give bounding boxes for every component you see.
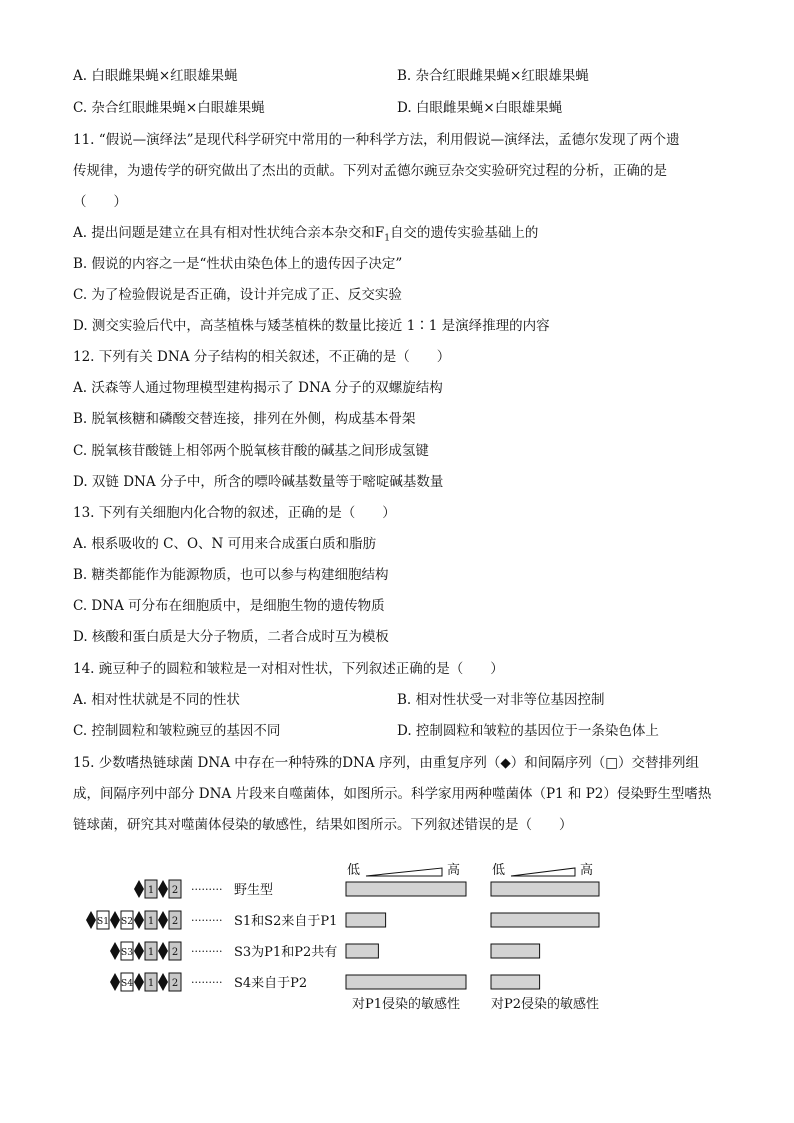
q12-option-a: A. 沃森等人通过物理模型建构揭示了 DNA 分子的双螺旋结构 [73,380,443,396]
scale-low-label: 低 [347,863,361,878]
repeat-diamond-icon [158,911,168,929]
dotted-leader: ········· [191,914,223,927]
q11-option-b: B. 假说的内容之一是“性状由染色体上的遗传因子决定” [73,256,403,272]
spacer-label: 2 [171,947,179,958]
spacer-label: 1 [147,978,155,989]
q13-option-c: C. DNA 可分布在细胞质中，是细胞生物的遗传物质 [73,598,385,614]
row-label: 野生型 [234,883,274,898]
q15-stem-line1: 15. 少数嗜热链球菌 DNA 中存在一种特殊的DNA 序列，由重复序列（◆）和间隔序列（□）交替排列组 [73,755,700,771]
q15-stem-line2: 成，间隔序列中部分 DNA 片段来自噬菌体，如图所示。科学家用两种噬菌体（P1 和 P2）侵染野生型嗜热 [73,786,712,802]
spacer-label: S3 [121,948,133,958]
crispr-sensitivity-figure [0,850,794,1020]
row-label: S4来自于P2 [234,976,308,991]
dotted-leader: ········· [191,976,223,989]
spacer-row [110,942,337,960]
q14-option-a: A. 相对性状就是不同的性状 [73,692,240,708]
q11-stem-line3: （ ） [73,194,127,210]
q14-option-c: C. 控制圆粒和皱粒豌豆的基因不同 [73,723,281,739]
q11-stem-line1: 11. “假说—演绎法”是现代科学研究中常用的一种科学方法，利用假说—演绎法，孟德尔发现了两个遗 [73,132,680,148]
q11-stem-line2: 传规律，为遗传学的研究做出了杰出的贡献。下列对孟德尔豌豆杂交实验研究过程的分析，正确的是 [73,163,667,179]
chart-xlabel: 对P1侵染的敏感性 [351,997,461,1012]
spacer-label: 1 [147,885,155,896]
sensitivity-bar [491,975,540,989]
repeat-diamond-icon [134,973,144,991]
q12-option-c: C. 脱氧核苷酸链上相邻两个脱氧核苷酸的碱基之间形成氢键 [73,443,429,459]
spacer-label: 1 [147,916,155,927]
q15-stem-line3: 链球菌，研究其对噬菌体侵染的敏感性，结果如图所示。下列叙述错误的是（ ） [73,817,573,833]
spacer-rows [86,880,337,991]
dotted-leader: ········· [191,883,223,896]
q11-option-a-sub: 1 [384,233,390,244]
spacer-label: 1 [147,947,155,958]
repeat-diamond-icon [158,942,168,960]
spacer-label: S2 [121,917,133,927]
spacer-label: S1 [97,917,109,927]
q14-option-d: D. 控制圆粒和皱粒的基因位于一条染色体上 [397,723,659,739]
q14-stem: 14. 豌豆种子的圆粒和皱粒是一对相对性状，下列叙述正确的是（ ） [73,661,504,677]
scale-wedge-icon [511,868,575,876]
spacer-row [110,973,307,991]
q10-option-b: B. 杂合红眼雌果蝇×红眼雄果蝇 [397,68,589,84]
q11-option-a-post: 自交的遗传实验基础上的 [389,225,539,241]
spacer-row [86,911,337,929]
p2-sensitivity-chart [491,862,599,1012]
q11-option-a-pre: A. 提出问题是建立在具有相对性状纯合亲本杂交和F [73,225,385,241]
repeat-diamond-icon [110,911,120,929]
repeat-diamond-icon [158,880,168,898]
q13-option-b: B. 糖类都能作为能源物质，也可以参与构建细胞结构 [73,567,389,583]
q13-option-a: A. 根系吸收的 C、O、N 可用来合成蛋白质和脂肪 [73,536,377,552]
sensitivity-bar [346,944,378,958]
q12-stem: 12. 下列有关 DNA 分子结构的相关叙述，不正确的是（ ） [73,349,451,365]
spacer-label: 2 [171,885,179,896]
spacer-label: 2 [171,978,179,989]
q14-option-b: B. 相对性状受一对非等位基因控制 [397,692,605,708]
q13-stem: 13. 下列有关细胞内化合物的叙述，正确的是（ ） [73,505,396,521]
sensitivity-bar [491,913,599,927]
spacer-row [134,880,273,898]
scale-high-label: 高 [447,863,461,878]
scale-low-label: 低 [492,863,506,878]
repeat-diamond-icon [134,911,144,929]
repeat-diamond-icon [158,973,168,991]
q12-option-d: D. 双链 DNA 分子中，所含的嘌呤碱基数量等于嘧啶碱基数量 [73,474,444,490]
repeat-diamond-icon [110,942,120,960]
repeat-diamond-icon [134,880,144,898]
scale-high-label: 高 [580,863,594,878]
scale-wedge-icon [366,868,442,876]
spacer-label: 2 [171,916,179,927]
repeat-diamond-icon [110,973,120,991]
q10-option-c: C. 杂合红眼雌果蝇×白眼雄果蝇 [73,100,265,116]
q10-option-a: A. 白眼雌果蝇×红眼雄果蝇 [73,68,238,84]
q13-option-d: D. 核酸和蛋白质是大分子物质，二者合成时互为模板 [73,629,389,645]
row-label: S1和S2来自于P1 [234,914,338,929]
sensitivity-bar [491,944,540,958]
sensitivity-bar [346,882,466,896]
p1-sensitivity-chart [346,862,466,1012]
row-label: S3为P1和P2共有 [234,945,338,960]
spacer-label: S4 [121,979,133,989]
repeat-diamond-icon [134,942,144,960]
q11-option-d: D. 测交实验后代中，高茎植株与矮茎植株的数量比接近 1∶1 是演绎推理的内容 [73,318,550,334]
q11-option-c: C. 为了检验假说是否正确，设计并完成了正、反交实验 [73,287,402,303]
q11-option-a [73,224,538,248]
sensitivity-bar [346,913,386,927]
repeat-diamond-icon [86,911,96,929]
q10-option-d: D. 白眼雌果蝇×白眼雄果蝇 [397,100,563,116]
sensitivity-bar [491,882,599,896]
sensitivity-bar [346,975,466,989]
q12-option-b: B. 脱氧核糖和磷酸交替连接，排列在外侧，构成基本骨架 [73,411,416,427]
chart-xlabel: 对P2侵染的敏感性 [490,997,600,1012]
dotted-leader: ········· [191,945,223,958]
